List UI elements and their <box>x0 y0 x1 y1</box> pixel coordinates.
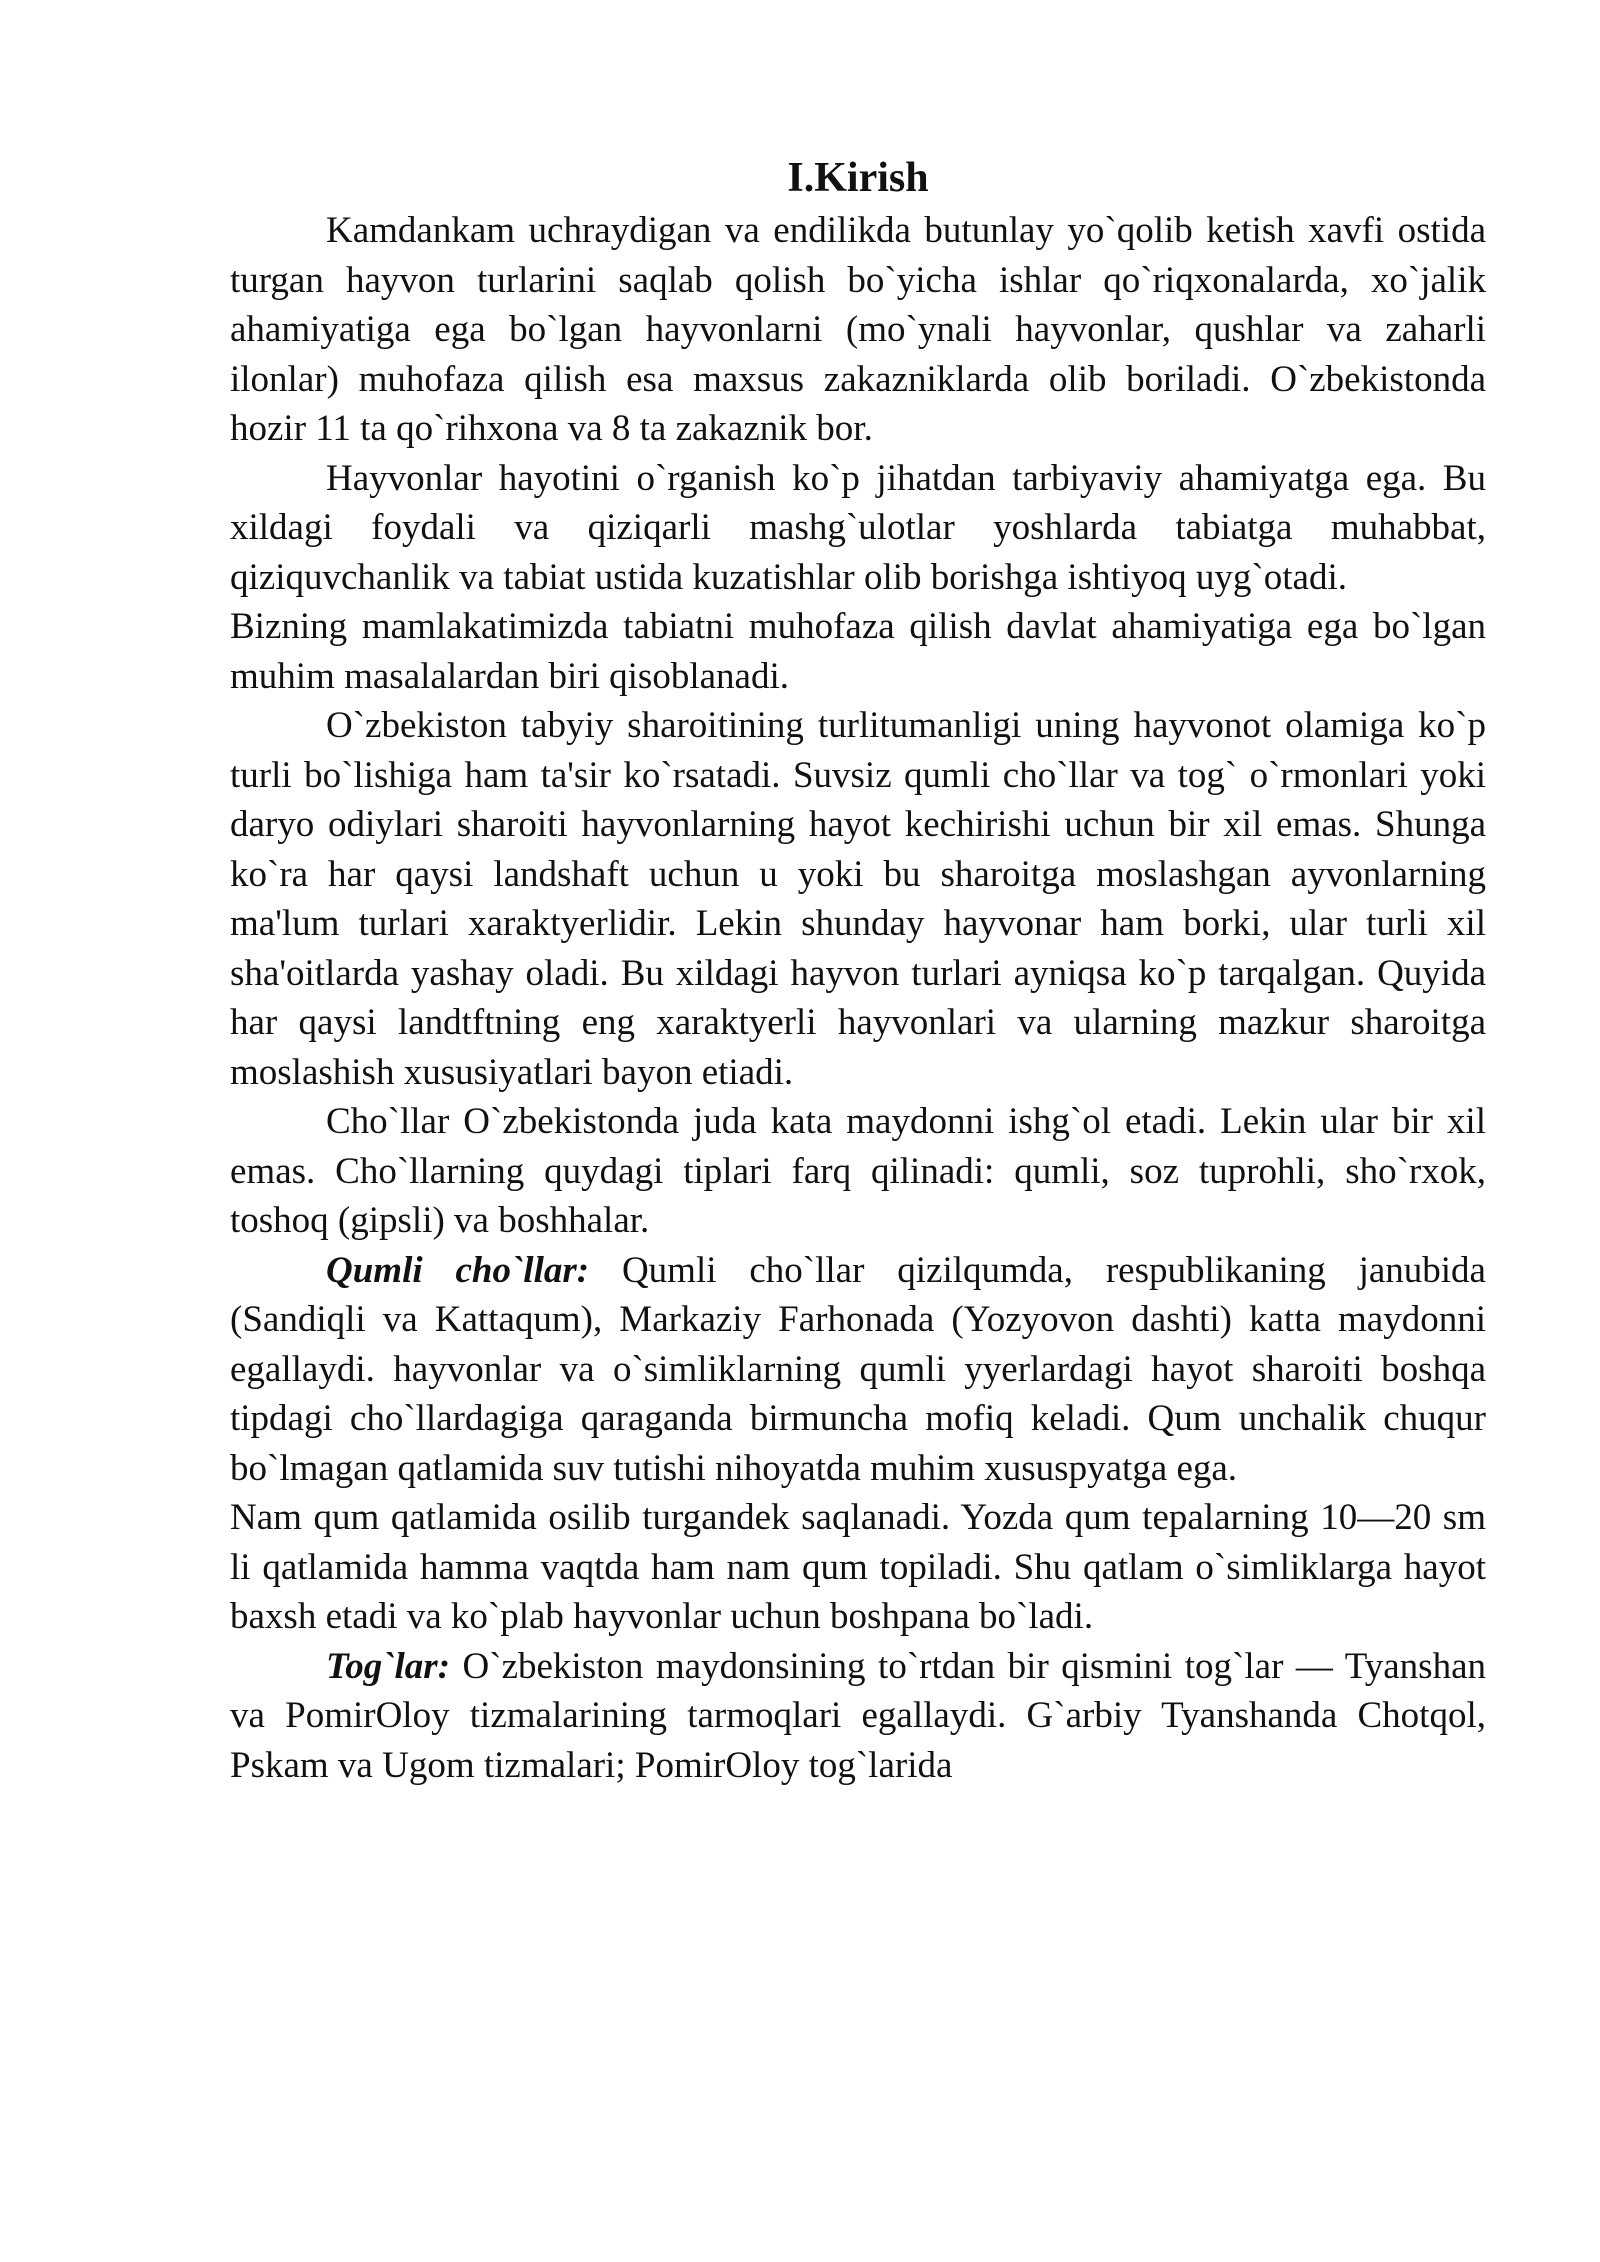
paragraph-nature-protection: Bizning mamlakatimizda tabiatni muhofaza qilish davlat ahamiyatiga ega bo`lgan muhim masalalardan biri qisoblanadi. <box>230 606 1486 697</box>
paragraph-diversity: O`zbekiston tabyiy sharoitining turlitumanligi uning hayvonot olamiga ko`p turli bo`lishiga ham ta'sir ko`rsatadi. Suvsiz qumli cho`llar va tog` o`rmonlari yoki daryo odiylari sharoiti hayvonlarning hayot kechirishi uchun bir xil emas. Shunga ko`ra har qaysi landshaft uchun u yoki bu sharoitga moslashgan ayvonlarning ma'lum turlari xaraktyerlidir. Lekin shunday hayvonar ham borki, ular turli xil sha'oitlarda yashay oladi. Bu xildagi hayvon turlari ayniqsa ko`p tarqalgan. Quyida har qaysi landtftning eng xaraktyerli hayvonlari va ularning mazkur sharoitga moslashish xususiyatlari bayon etiadi. <box>230 705 1486 1093</box>
paragraph-animal-study: Hayvonlar hayotini o`rganish ko`p jihatdan tarbiyaviy ahamiyatga ega. Bu xildagi foydali va qiziqarli mashg`ulotlar yoshlarda tabiatga muhabbat, qiziquvchanlik va tabiat ustida kuzatishlar olib borishga ishtiyoq uyg`otadi. <box>230 457 1486 598</box>
paragraph-intro: Kamdankam uchraydigan va endilikda butunlay yo`qolib ketish xavfi ostida turgan hayvon turlarini saqlab qolish bo`yicha ishlar qo`riqxonalarda, xo`jalik ahamiyatiga ega bo`lgan hayvonlarni (mo`ynali hayvonlar, qushlar va zaharli ilonlar) muhofaza qilish esa maxsus zakazniklarda olib boriladi. O`zbekistonda hozir 11 ta qo`rihxona va 8 ta zakaznik bor. <box>230 210 1486 449</box>
sandy-deserts-heading: Qumli cho`llar: <box>326 1249 590 1291</box>
paragraph-wet-sand: Nam qum qatlamida osilib turgandek saqlanadi. Yozda qum tepalarning 10—20 sm li qatlamida hamma vaqtda ham nam qum topiladi. Shu qatlam o`simliklarga hayot baxsh etadi va ko`plab hayvonlar uchun boshpana bo`ladi. <box>230 1497 1486 1637</box>
document-title: I.Kirish <box>787 155 929 201</box>
paragraph-deserts: Cho`llar O`zbekistonda juda kata maydonni ishg`ol etadi. Lekin ular bir xil emas. Cho`llarning quydagi tiplari farq qilinadi: qumli, soz tuprohli, sho`rxok, toshoq (gipsli) va boshhalar. <box>230 1101 1486 1241</box>
mountains-text: O`zbekiston maydonsining to`rtdan bir qismini tog`lar — Tyanshan va PomirOloy tizmalarining tarmoqlari egallaydi. G`arbiy Tyanshanda Chotqol, Pskam va Ugom tizmalari; PomirOloy tog`larida <box>230 1645 1486 1786</box>
paragraph-mountains <box>230 1642 1486 1791</box>
mountains-heading: Tog`lar: <box>326 1645 451 1687</box>
paragraph-sandy-deserts <box>230 1246 1486 1494</box>
sandy-deserts-text: Qumli cho`llar qizilqumda, respublikaning janubida (Sandiqli va Kattaqum), Markaziy Farhonada (Yozyovon dashti) katta maydonni egallaydi. hayvonlar va o`simliklarning qumli yyerlardagi hayot sharoiti boshqa tipdagi cho`llardagiga qaraganda birmuncha mofiq keladi. Qum unchalik chuqur bo`lmagan qatlamida suv tutishi nihoyatda muhim xususpyatga ega. <box>230 1249 1486 1489</box>
document-page <box>230 150 1486 1790</box>
